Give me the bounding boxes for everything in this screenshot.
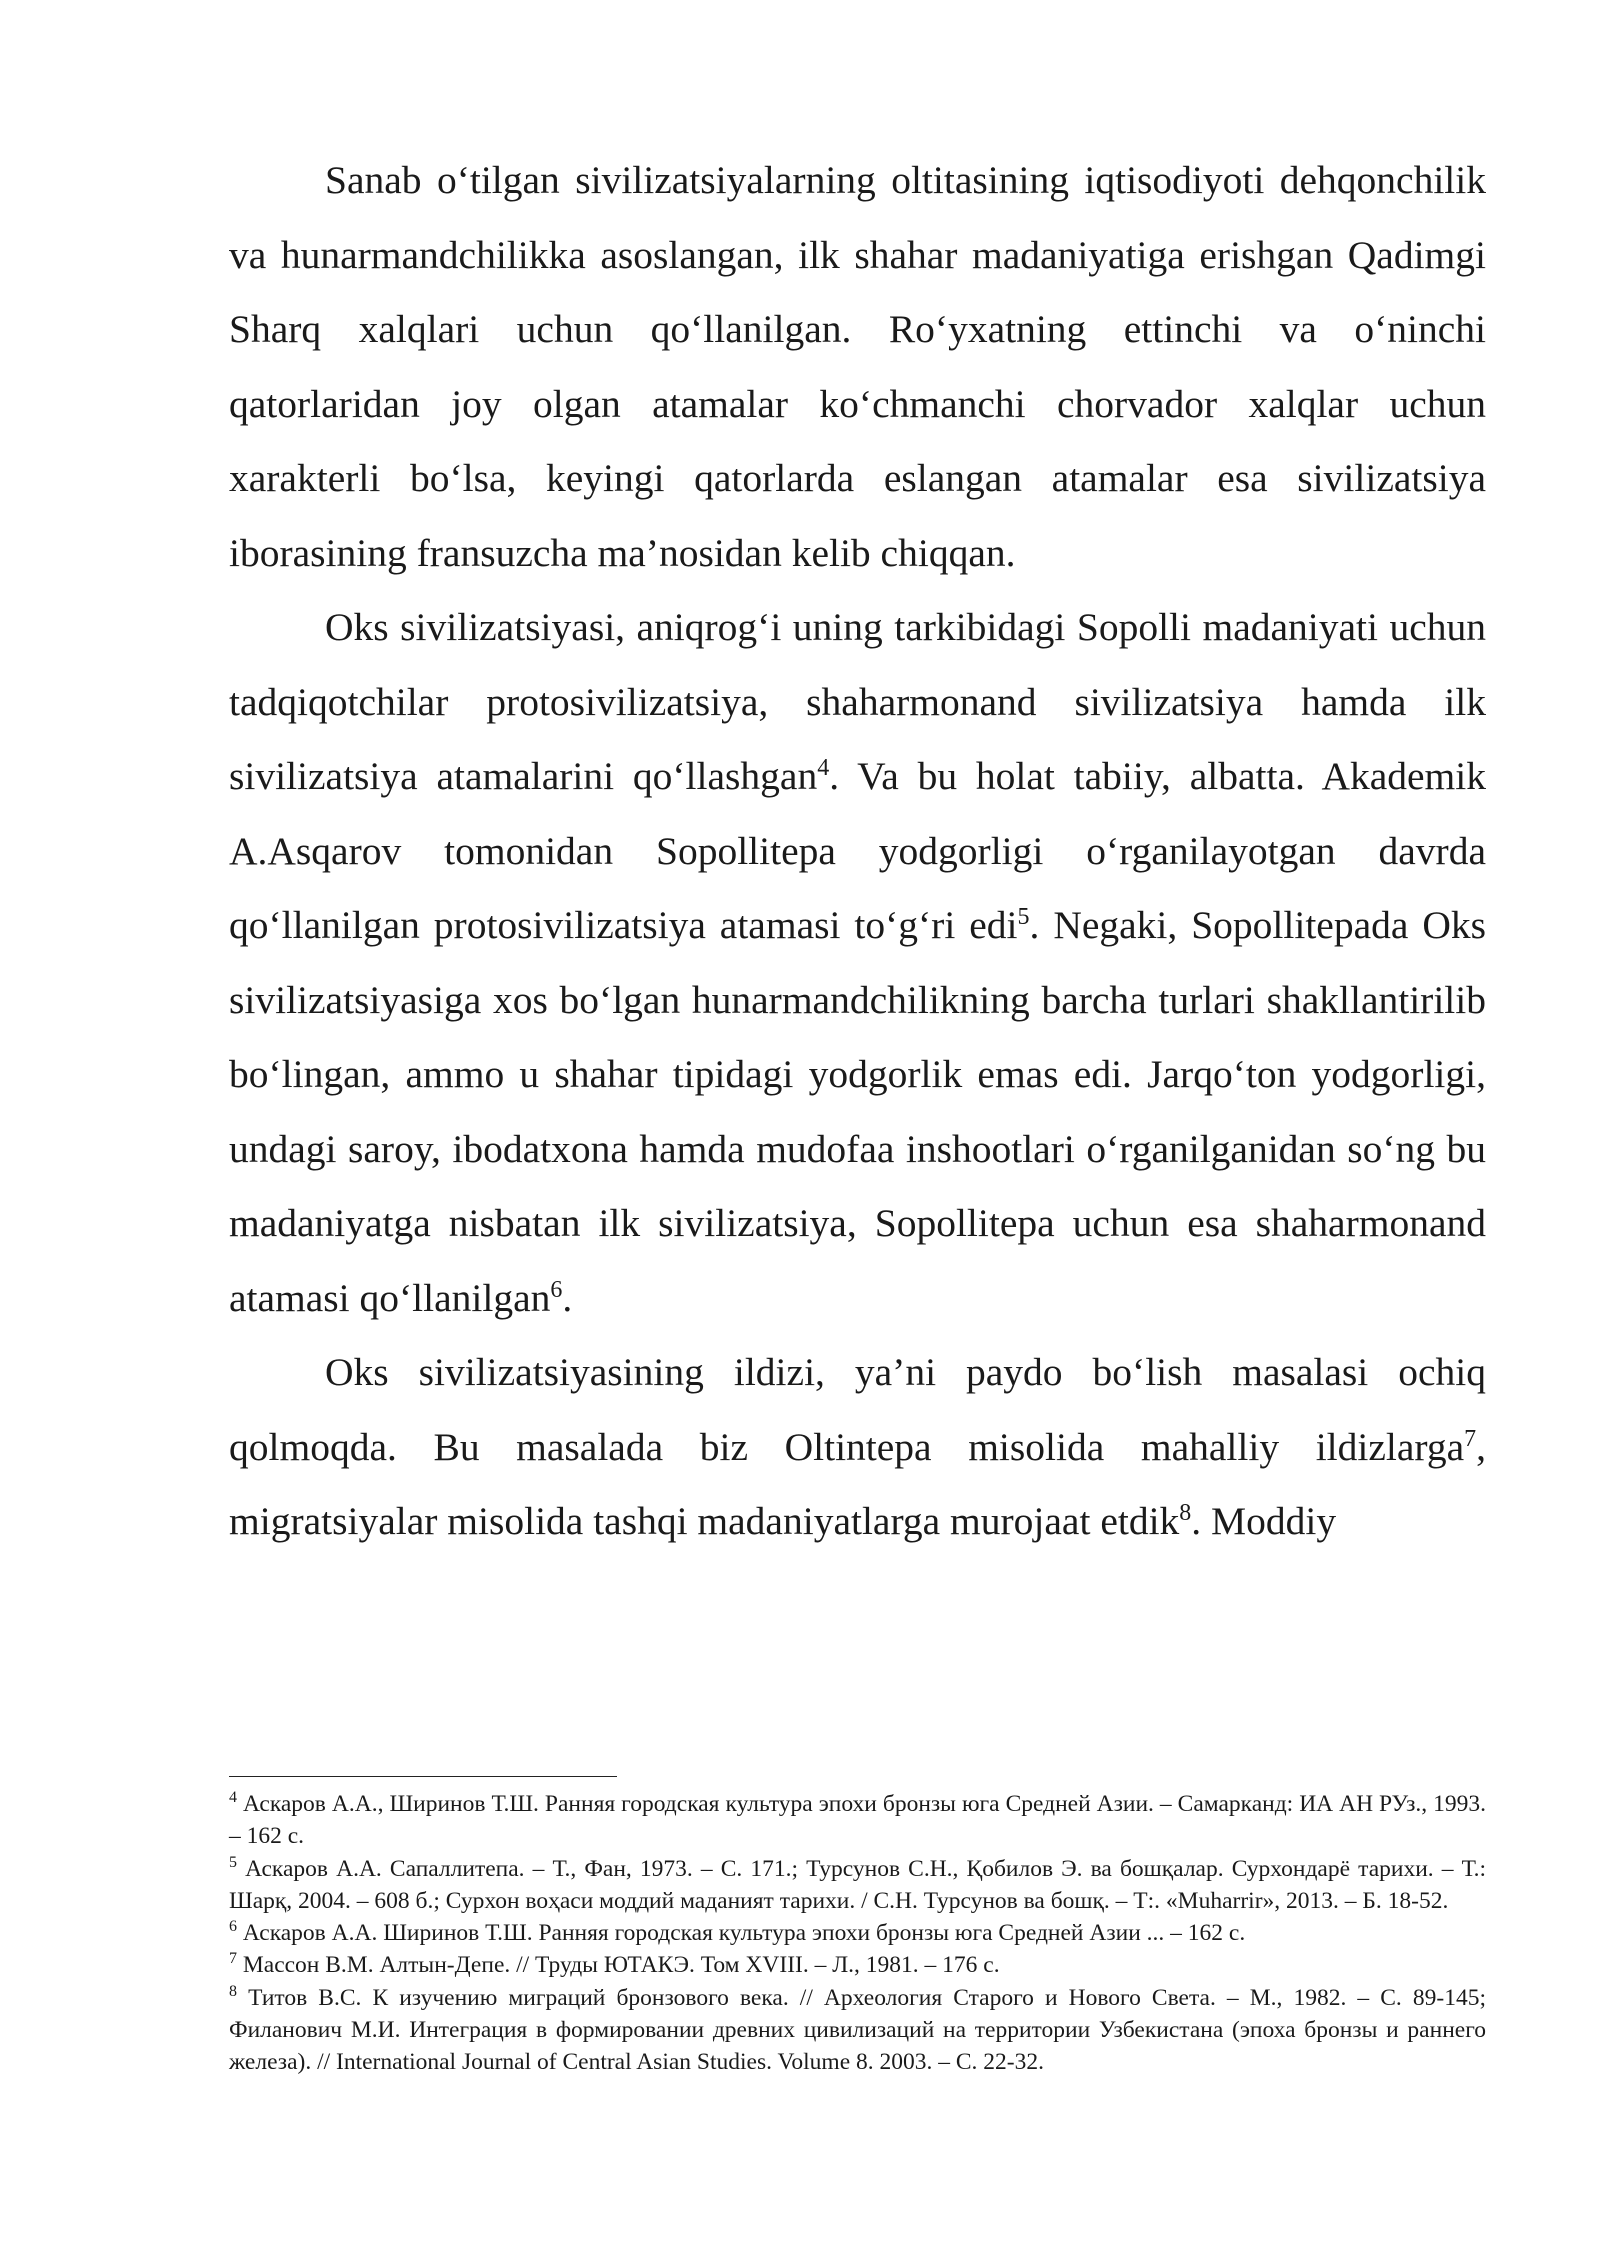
footnote-5	[229, 1853, 1486, 1918]
footnote-number: 6	[229, 1918, 237, 1936]
footnote-6	[229, 1917, 1486, 1949]
footnote-number: 5	[229, 1853, 237, 1871]
footnote-text: Аскаров А.А. Ширинов Т.Ш. Ранняя городская культура эпохи бронзы юга Средней Азии ... – 162 с.	[242, 1920, 1246, 1947]
footnote-7	[229, 1949, 1486, 1981]
footnote-8	[229, 1982, 1486, 2079]
footnote-number: 7	[229, 1950, 237, 1968]
paragraph-3	[229, 1335, 1486, 1559]
paragraph-3-text-c: . Moddiy	[1191, 1499, 1337, 1543]
footnote-separator	[229, 1776, 617, 1777]
paragraph-3-text-b: , migratsiyalar misolida tashqi madaniyatlarga murojaat etdik	[229, 1424, 1486, 1543]
paragraph-2-text-c: . Negaki, Sopollitepada Oks sivilizatsiyasiga xos bo‘lgan hunarmandchilikning barcha turlari shakllantirilib bo‘lingan, ammo u shahar tipidagi yodgorlik emas edi. Jarqo‘ton yodgorligi, undagi saroy, ibodatxona hamda mudofaa inshootlari o‘rganilganidan so‘ng bu madaniyatga nisbatan ilk sivilizatsiya, Sopollitepa uchun esa shaharmonand atamasi qo‘llanilgan	[229, 903, 1486, 1320]
main-text	[229, 143, 1486, 1559]
footnote-ref-4[interactable]: 4	[817, 754, 830, 781]
paragraph-2	[229, 590, 1486, 1335]
footnote-ref-5[interactable]: 5	[1017, 903, 1030, 930]
footnote-ref-7[interactable]: 7	[1464, 1425, 1477, 1452]
footnote-ref-6[interactable]: 6	[550, 1276, 563, 1303]
paragraph-2-text-d: .	[562, 1275, 573, 1320]
paragraph-2-text-a: Oks sivilizatsiyasi, aniqrog‘i uning tarkibidagi Sopolli madaniyati uchun tadqiqotchilar protosivilizatsiya, shaharmonand sivilizatsiya hamda ilk sivilizatsiya atamalarini qo‘llashgan	[229, 605, 1486, 798]
paragraph-1	[229, 143, 1486, 590]
footnote-text: Массон В.М. Алтын-Депе. // Труды ЮТАКЭ. Том XVIII. – Л., 1981. – 176 с.	[242, 1952, 1000, 1979]
footnote-text: Аскаров А.А. Сапаллитепа. – Т., Фан, 1973. – С. 171.; Турсунов С.Н., Қобилов Э. ва бошқалар. Сурхондарё тарихи. – Т.: Шарқ, 2004. – 608 б.; Сурхон воҳаси моддий маданият тарихи. / С.Н. Турсунов ва бошқ. – Т:. «Muharrir», 2013. – Б. 18-52.	[229, 1855, 1487, 1914]
paragraph-2-text-b: . Va bu holat tabiiy, albatta. Akademik A.Asqarov tomonidan Sopollitepa yodgorligi o‘rganilayotgan davrda qo‘llanilgan protosivilizatsiya atamasi to‘g‘ri edi	[229, 754, 1486, 947]
footnote-number: 8	[229, 1982, 237, 2000]
footnotes	[229, 1788, 1486, 2079]
paragraph-1-text: Sanab o‘tilgan sivilizatsiyalarning oltitasining iqtisodiyoti dehqonchilik va hunarmandchilikka asoslangan, ilk shahar madaniyatiga erishgan Qadimgi Sharq xalqlari uchun qo‘llanilgan. Ro‘yxatning ettinchi va o‘ninchi qatorlaridan joy olgan atamalar ko‘chmanchi chorvador xalqlar uchun xarakterli bo‘lsa, keyingi qatorlarda eslangan atamalar esa sivilizatsiya iborasining fransuzcha ma’nosidan kelib chiqqan.	[229, 158, 1486, 575]
footnote-ref-8[interactable]: 8	[1179, 1499, 1192, 1526]
footnote-number: 4	[229, 1789, 237, 1807]
footnote-text: Титов В.С. К изучению миграций бронзового века. // Археология Старого и Нового Света. – М., 1982. – С. 89-145; Филанович М.И. Интеграция в формировании древних цивилизаций на территории Узбекистана (эпоха бронзы и раннего железа). // International Journal of Central Asian Studies. Volume 8. 2003. – С. 22-32.	[229, 1984, 1486, 2076]
paragraph-3-text-a: Oks sivilizatsiyasining ildizi, ya’ni paydo bo‘lish masalasi ochiq qolmoqda. Bu masalada biz Oltintepa misolida mahalliy ildizlarga	[229, 1350, 1486, 1469]
footnote-text: Аскаров А.А., Ширинов Т.Ш. Ранняя городская культура эпохи бронзы юга Средней Азии. – Самарканд: ИА АН РУз., 1993. – 162 с.	[229, 1791, 1487, 1850]
footnote-4	[229, 1788, 1486, 1853]
